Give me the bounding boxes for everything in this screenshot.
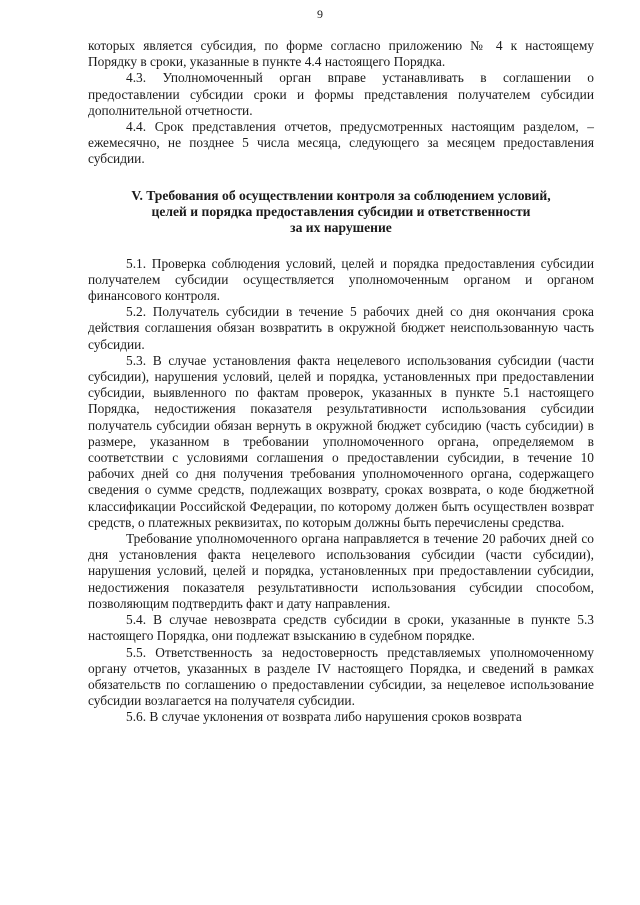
paragraph-5-4: 5.4. В случае невозврата средств субсидии в сроки, указанные в пункте 5.3 настоящего Порядка, они подлежат взысканию в судебном порядке.	[88, 612, 594, 644]
section-heading	[88, 188, 594, 236]
section-heading-line: V. Требования об осуществлении контроля за соблюдением условий,	[131, 187, 551, 203]
paragraph-4-4: 4.4. Срок представления отчетов, предусмотренных настоящим разделом, – ежемесячно, не позднее 5 числа месяца, следующего за месяцем предоставления субсидии.	[88, 119, 594, 167]
paragraph-4-3: 4.3. Уполномоченный орган вправе устанавливать в соглашении о предоставлении субсидии сроки и формы представления получателем субсидии дополнительной отчетности.	[88, 70, 594, 118]
section-heading-line: за их нарушение	[290, 219, 392, 235]
section-heading-line: целей и порядка предоставления субсидии и ответственности	[151, 203, 531, 219]
paragraph-5-6: 5.6. В случае уклонения от возврата либо нарушения сроков возврата	[126, 709, 522, 725]
paragraph-requirement: Требование уполномоченного органа направляется в течение 20 рабочих дней со дня установления факта нецелевого использования субсидии (части субсидии), нарушения условий, целей и порядка, установленных при предоставлении субсидии, недостижения показателя результативности использования субсидии способом, позволяющим подтвердить факт и дату направления.	[88, 531, 594, 611]
paragraph-5-2: 5.2. Получатель субсидии в течение 5 рабочих дней со дня окончания срока действия соглашения обязан возвратить в окружной бюджет неиспользованную часть субсидии.	[88, 304, 594, 352]
paragraph-5-5: 5.5. Ответственность за недостоверность представляемых уполномоченному органу отчетов, указанных в разделе IV настоящего Порядка, и сведений в рамках обязательств по соглашению о предоставлении субсидии, за нецелевое использование субсидии возлагается на получателя субсидии.	[88, 644, 594, 709]
paragraph-5-3: 5.3. В случае установления факта нецелевого использования субсидии (части субсидии), нарушения условий, целей и порядка, установленных при предоставлении субсидии, выявленного по фактам проверок, указанных в пункте 5.1 настоящего Порядка, недостижения показателя результативности использования субсидии получатель субсидии обязан вернуть в окружной бюджет субсидию (часть субсидии) в размере, указанном в требовании уполномоченного органа, определяемом в соответствии с условиями соглашения о предоставлении субсидии, в течение 10 рабочих дней со дня получения требования уполномоченного органа, содержащего сведения о сумме средств, подлежащих возврату, сроках возврата, о коде бюджетной классификации Российской Федерации, по которому должен быть осуществлен возврат средств, о платежных реквизитах, по которым должны быть перечислены средства.	[88, 352, 594, 530]
paragraph-5-1: 5.1. Проверка соблюдения условий, целей и порядка предоставления субсидии получателем субсидии осуществляется уполномоченным органом и органом финансового контроля.	[88, 255, 594, 304]
paragraph-continuation: которых является субсидия, по форме согласно приложению № 4 к настоящему Порядку в сроки, указанные в пункте 4.4 настоящего Порядка.	[88, 38, 594, 70]
document-body	[88, 38, 594, 726]
page-number: 9	[317, 7, 323, 21]
